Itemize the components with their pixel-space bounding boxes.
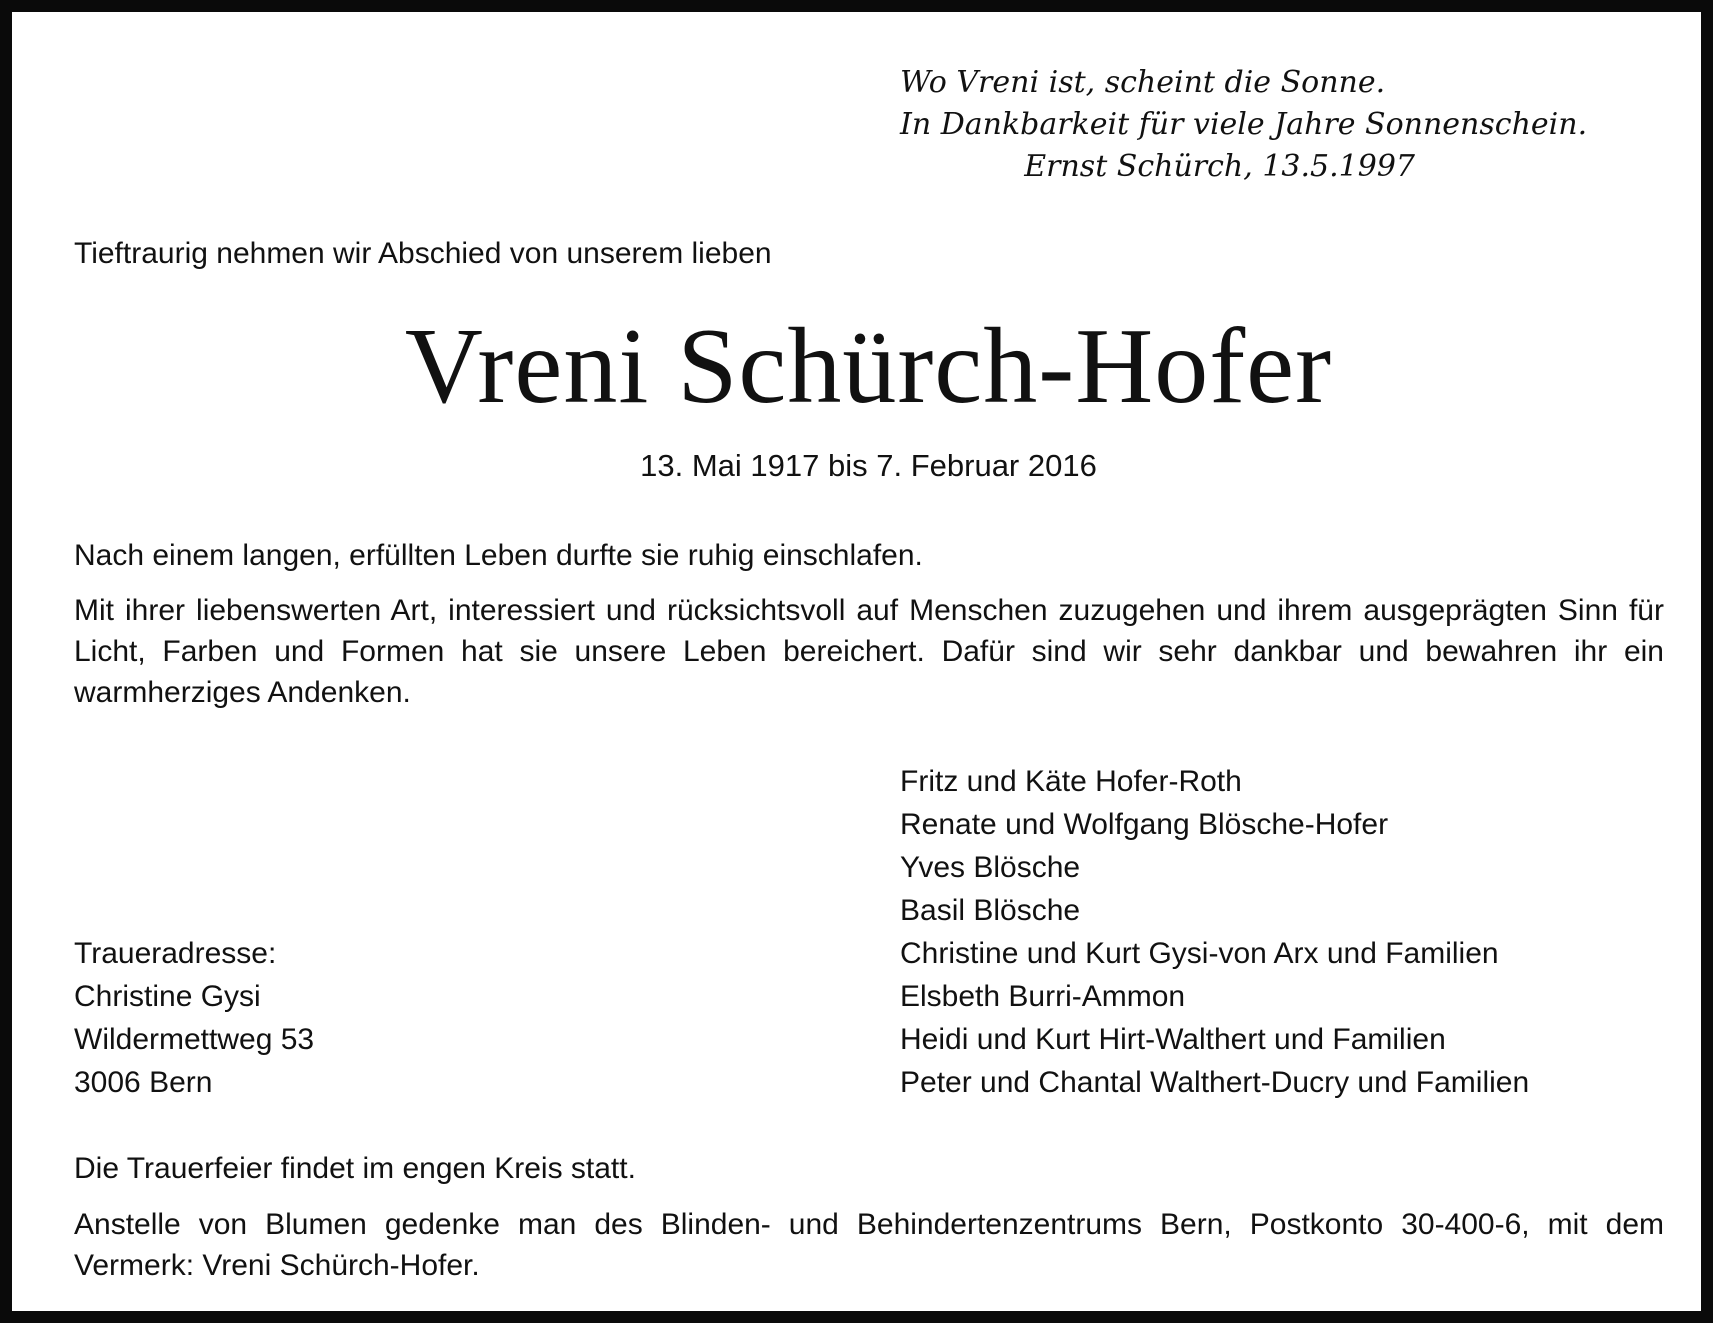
paragraph-ceremony: Die Trauerfeier findet im engen Kreis statt. [74, 1152, 636, 1185]
motto-line-2: In Dankbarkeit für viele Jahre Sonnenschein. [900, 107, 1588, 142]
paragraph-farewell: Nach einem langen, erfüllten Leben durfte sie ruhig einschlafen. [74, 539, 923, 572]
mourners-list [900, 760, 1529, 1104]
address-street: Wildermettweg 53 [74, 1023, 315, 1056]
mourner-item: Fritz und Käte Hofer-Roth [900, 765, 1242, 798]
deceased-name: Vreni Schürch-Hofer [404, 307, 1333, 426]
address-name: Christine Gysi [74, 980, 261, 1013]
motto-quote [900, 62, 1588, 188]
motto-line-1: Wo Vreni ist, scheint die Sonne. [900, 65, 1386, 100]
intro-text: Tieftraurig nehmen wir Abschied von unserem lieben [74, 237, 772, 270]
address-city: 3006 Bern [74, 1066, 213, 1099]
address-label: Traueradresse: [74, 937, 277, 970]
life-dates: 13. Mai 1917 bis 7. Februar 2016 [640, 448, 1097, 483]
paragraph-tribute: Mit ihrer liebenswerten Art, interessiert und rücksichtsvoll auf Menschen zuzugehen und ihrem ausgeprägten Sinn für Licht, Farben und Formen hat sie unsere Leben bereichert. Dafür sind wir sehr dankbar und bewahren ihr ein warmherziges Andenken. [74, 594, 1664, 709]
mourner-item: Heidi und Kurt Hirt-Walthert und Familien [900, 1023, 1446, 1056]
mourner-item: Basil Blösche [900, 894, 1081, 927]
motto-signature: Ernst Schürch, 13.5.1997 [1024, 149, 1415, 184]
mourner-item: Yves Blösche [900, 851, 1081, 884]
mourner-item: Renate und Wolfgang Blösche-Hofer [900, 808, 1389, 841]
mourner-item: Peter und Chantal Walthert-Ducry und Familien [900, 1066, 1530, 1099]
paragraph-donation: Anstelle von Blumen gedenke man des Blinden- und Behindertenzentrums Bern, Postkonto 30-400-6, mit dem Vermerk: Vreni Schürch-Hofer. [74, 1208, 1664, 1282]
mourning-address [74, 932, 314, 1104]
mourner-item: Elsbeth Burri-Ammon [900, 980, 1186, 1013]
mourner-item: Christine und Kurt Gysi-von Arx und Familien [900, 937, 1499, 970]
